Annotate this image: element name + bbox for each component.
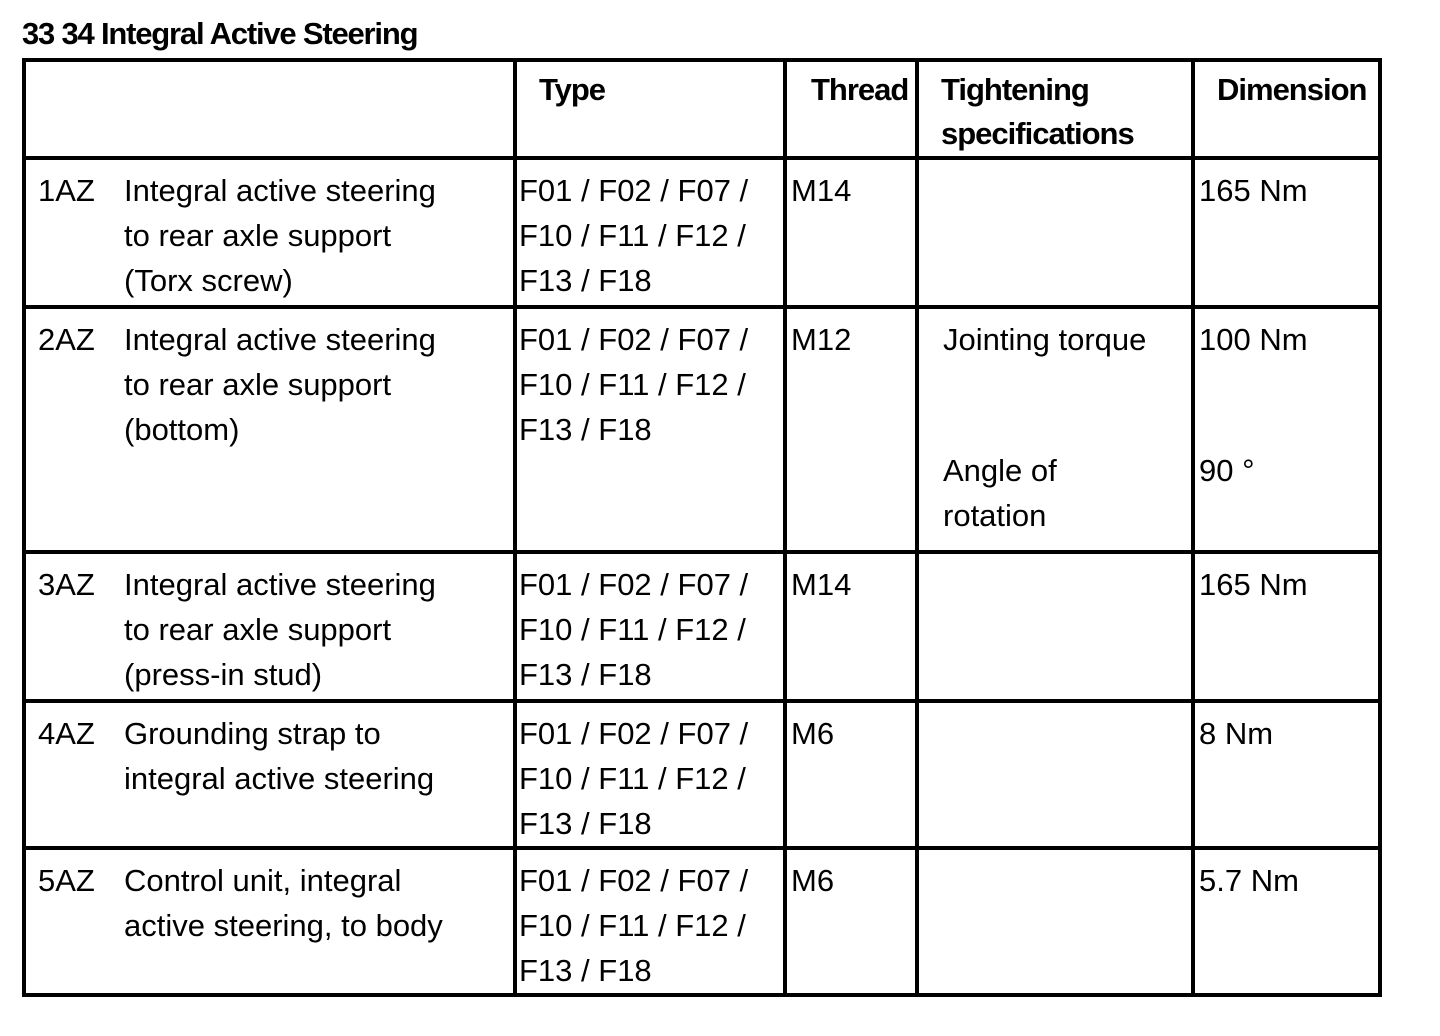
dimension-cell (1193, 701, 1380, 848)
dimension-value: 165 Nm (1199, 173, 1308, 208)
description-line: to rear axle support (124, 612, 392, 647)
dimension-cell (1193, 158, 1380, 307)
header-item (24, 60, 515, 158)
thread-cell: M6 (785, 848, 917, 995)
spec-label-line: Angle of (943, 453, 1057, 488)
type-line: F10 / F11 / F12 / (519, 908, 746, 943)
dimension-value: 100 Nm (1199, 322, 1308, 357)
spec-gap (943, 362, 1191, 448)
thread-cell: M14 (785, 552, 917, 701)
type-cell (515, 701, 785, 848)
type-cell (515, 307, 785, 552)
item-inner (26, 562, 513, 697)
type-line: F01 / F02 / F07 / (519, 567, 749, 602)
dimension-value: 5.7 Nm (1199, 863, 1299, 898)
description-line: (press-in stud) (124, 657, 323, 692)
item-inner (26, 317, 513, 452)
type-line: F01 / F02 / F07 / (519, 322, 749, 357)
tightening-spec-cell (917, 848, 1193, 995)
tightening-spec-cell (917, 701, 1193, 848)
table-row (24, 701, 1380, 848)
item-code: 5AZ (38, 863, 95, 898)
thread-cell: M6 (785, 701, 917, 848)
item-cell (24, 701, 515, 848)
type-line: F10 / F11 / F12 / (519, 367, 746, 402)
item-cell (24, 848, 515, 995)
type-line: F13 / F18 (519, 657, 652, 692)
type-line: F10 / F11 / F12 / (519, 761, 746, 796)
type-line: F01 / F02 / F07 / (519, 863, 749, 898)
description-line: active steering, to body (124, 908, 443, 943)
item-code: 1AZ (38, 173, 95, 208)
spec-gap (1199, 362, 1378, 448)
description-line: integral active steering (124, 761, 435, 796)
header-tightening-specifications (917, 60, 1193, 158)
item-code: 4AZ (38, 716, 95, 751)
item-description (124, 168, 513, 303)
description-line: (bottom) (124, 412, 240, 447)
type-line: F01 / F02 / F07 / (519, 716, 749, 751)
table-row (24, 158, 1380, 307)
item-description (124, 317, 513, 452)
item-cell (24, 552, 515, 701)
header-tightening-line: Tightening (941, 72, 1089, 107)
page-title: 33 34 Integral Active Steering (22, 16, 418, 51)
thread-cell: M12 (785, 307, 917, 552)
type-line: F13 / F18 (519, 263, 652, 298)
header-dimension: Dimension (1193, 60, 1380, 158)
dimension-value: 165 Nm (1199, 567, 1308, 602)
type-cell (515, 158, 785, 307)
item-code: 2AZ (38, 322, 95, 357)
description-line: Integral active steering (124, 567, 436, 602)
type-line: F13 / F18 (519, 806, 652, 841)
item-cell (24, 158, 515, 307)
item-cell (24, 307, 515, 552)
description-line: Control unit, integral (124, 863, 402, 898)
description-line: (Torx screw) (124, 263, 293, 298)
type-line: F10 / F11 / F12 / (519, 218, 746, 253)
description-line: Integral active steering (124, 322, 436, 357)
description-line: to rear axle support (124, 218, 392, 253)
tightening-spec-cell (917, 552, 1193, 701)
dimension-value: 90 ° (1199, 453, 1255, 488)
description-line: Grounding strap to (124, 716, 381, 751)
type-line: F01 / F02 / F07 / (519, 173, 749, 208)
table-row (24, 848, 1380, 995)
torque-spec-table (22, 58, 1382, 997)
item-description (124, 711, 513, 801)
dimension-value: 8 Nm (1199, 716, 1274, 751)
tightening-spec-cell (917, 307, 1193, 552)
type-line: F13 / F18 (519, 953, 652, 988)
spec-label-line: Jointing torque (943, 322, 1147, 357)
dimension-spacer (1199, 493, 1378, 538)
table-row (24, 307, 1380, 552)
dimension-cell (1193, 552, 1380, 701)
item-inner (26, 711, 513, 801)
header-tightening-line: specifications (941, 116, 1134, 151)
item-inner (26, 858, 513, 948)
spec-label-line: rotation (943, 498, 1047, 533)
type-cell (515, 848, 785, 995)
type-line: F10 / F11 / F12 / (519, 612, 746, 647)
item-code: 3AZ (38, 567, 95, 602)
header-type: Type (515, 60, 785, 158)
type-cell (515, 552, 785, 701)
description-line: to rear axle support (124, 367, 392, 402)
header-thread: Thread (785, 60, 917, 158)
item-description (124, 562, 513, 697)
description-line: Integral active steering (124, 173, 436, 208)
thread-cell: M14 (785, 158, 917, 307)
tightening-spec-cell (917, 158, 1193, 307)
table-body (24, 158, 1380, 995)
table-row (24, 552, 1380, 701)
dimension-cell (1193, 307, 1380, 552)
item-description (124, 858, 513, 948)
table-header-row (24, 60, 1380, 158)
item-inner (26, 168, 513, 303)
type-line: F13 / F18 (519, 412, 652, 447)
dimension-cell (1193, 848, 1380, 995)
